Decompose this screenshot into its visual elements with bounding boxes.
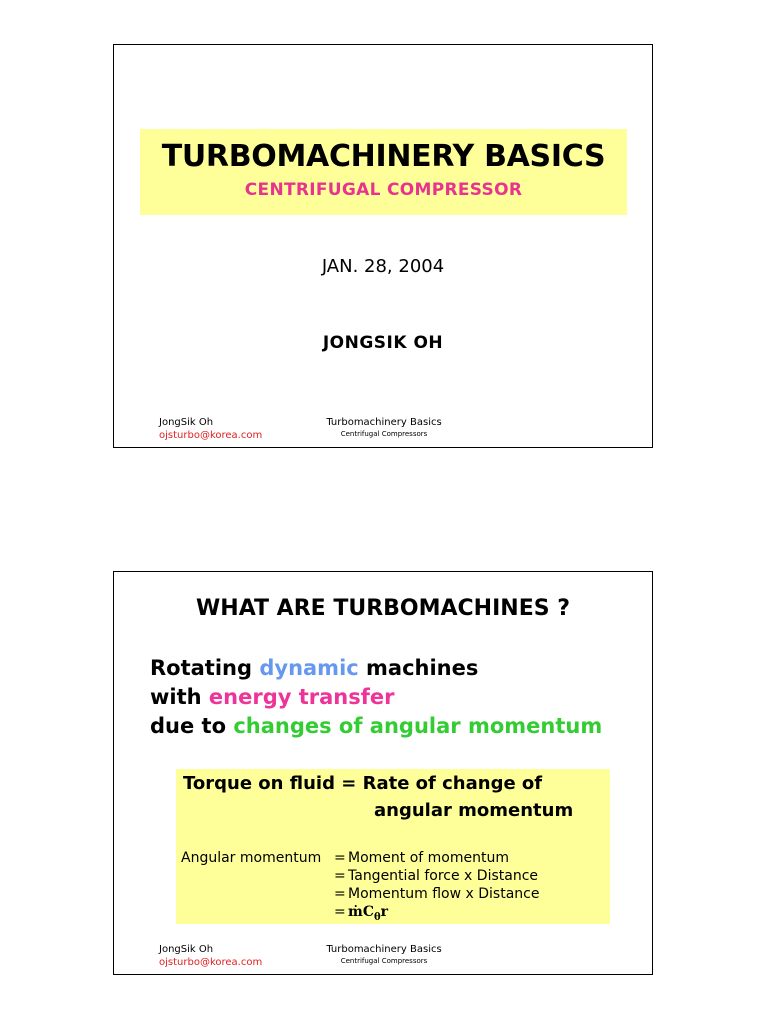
formula-theta-subscript: θ <box>373 911 381 923</box>
title-highlight-box <box>140 129 627 215</box>
text-segment: due to <box>150 714 234 738</box>
footer-name: JongSik Oh <box>159 417 214 428</box>
slide-heading: WHAT ARE TURBOMACHINES ? <box>196 596 570 621</box>
slide-title: TURBOMACHINERY BASICS <box>161 139 606 174</box>
definition-line-2 <box>150 683 602 712</box>
keyword-angular-momentum: changes of angular momentum <box>233 714 603 738</box>
footer-course-block <box>314 943 454 966</box>
keyword-energy-transfer: energy transfer <box>208 685 395 709</box>
keyword-dynamic: dynamic <box>259 656 359 680</box>
footer-course: Turbomachinery Basics <box>326 417 442 428</box>
slide-subtitle: CENTRIFUGAL COMPRESSOR <box>244 180 523 200</box>
equals-sign: = <box>334 904 346 920</box>
presentation-date: JAN. 28, 2004 <box>321 256 445 277</box>
definition-text <box>150 654 602 741</box>
definition-value: Tangential force x Distance <box>348 868 539 884</box>
torque-statement-line-2: angular momentum <box>374 800 574 821</box>
footer-course: Turbomachinery Basics <box>326 944 442 955</box>
footer-course-block <box>314 416 454 439</box>
formula-mass-flow: ṁ <box>348 904 363 920</box>
formula-radius: r <box>380 904 389 920</box>
angular-momentum-formula <box>348 903 388 927</box>
author-name: JONGSIK OH <box>322 333 444 353</box>
footer-subject: Centrifugal Compressors <box>340 957 428 965</box>
footer-author-block <box>159 943 262 969</box>
footer-author-block <box>159 416 262 442</box>
torque-statement-line-1: Torque on fluid = Rate of change of <box>183 773 543 794</box>
equals-sign: = <box>334 868 346 884</box>
footer-email: ojsturbo@korea.com <box>159 430 263 441</box>
definition-line-1 <box>150 654 602 683</box>
text-segment: machines <box>358 656 479 680</box>
definition-line-3 <box>150 712 602 741</box>
text-segment: Rotating <box>150 656 260 680</box>
torque-highlight-box <box>176 769 610 924</box>
angular-momentum-label: Angular momentum <box>181 850 322 866</box>
footer-name: JongSik Oh <box>159 944 214 955</box>
footer-email: ojsturbo@korea.com <box>159 957 263 968</box>
text-segment: with <box>150 685 209 709</box>
formula-velocity: C <box>362 904 374 920</box>
slide-what-are-turbomachines <box>113 571 653 975</box>
definition-value: Momentum flow x Distance <box>348 886 540 902</box>
equals-sign: = <box>334 850 346 866</box>
footer-subject: Centrifugal Compressors <box>340 430 428 438</box>
definition-value: Moment of momentum <box>348 850 509 866</box>
equals-sign: = <box>334 886 346 902</box>
slide-title-page <box>113 44 653 448</box>
